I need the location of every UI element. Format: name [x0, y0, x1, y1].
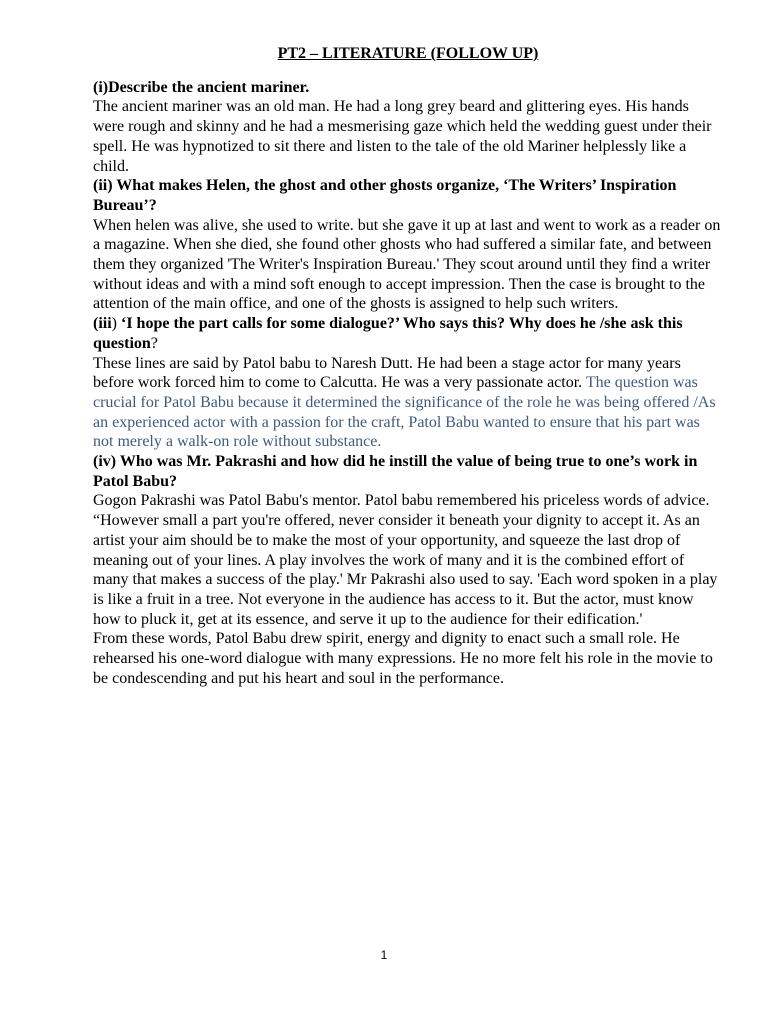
section-2 — [93, 176, 723, 314]
answer-4: Gogon Pakrashi was Patol Babu's mentor. Patol babu remembered his priceless words of advice. “However small a part you're offered, never consider it beneath your dignity to accept it. As an artist your aim should be to make the most of your opportunity, and squeeze the last drop of meaning out of your lines. A play involves the work of many and it is the combined effort of many that makes a success of the play.' Mr Pakrashi also used to say. 'Each word spoken in a play is like a fruit in a tree. Not everyone in the audience has access to it. But the actor, must know how to pluck it, get at its essence, and serve it up to the audience for their edification.' — [93, 492, 718, 628]
question-3 — [93, 314, 723, 353]
answer-3-highlight: The question was crucial for Patol Babu because it determined the significance of the role he was being offered /As an experienced actor with a passion for the craft, Patol Babu wanted to ensure that his part was not merely a walk-on role without substance. — [93, 374, 716, 451]
page-title: PT2 – LITERATURE (FOLLOW UP) — [277, 45, 539, 62]
answer-1: The ancient mariner was an old man. He had a long grey beard and glittering eyes. His hands were rough and skinny and he had a mesmerising gaze which held the wedding guest under their spell. He was hypnotized to sit there and listen to the tale of the old Mariner helplessly like a child. — [93, 98, 712, 175]
section-4 — [93, 452, 723, 688]
page-number: 1 — [380, 948, 388, 962]
document-page — [93, 44, 723, 689]
question-3-number: (iii — [93, 315, 112, 333]
question-1: (i)Describe the ancient mariner. — [93, 78, 310, 96]
question-4: (iv) Who was Mr. Pakrashi and how did he instill the value of being true to one’s work in Patol Babu? — [93, 453, 698, 490]
question-2: (ii) What makes Helen, the ghost and other ghosts organize, ‘The Writers’ Inspiration Bureau’? — [93, 177, 677, 214]
answer-3 — [93, 354, 723, 453]
question-3-text: ‘I hope the part calls for some dialogue?’ Who says this? Why does he /she ask this question — [93, 315, 683, 352]
section-3 — [93, 314, 723, 452]
answer-2: When helen was alive, she used to write. but she gave it up at last and went to work as a reader on a magazine. When she died, she found other ghosts who had suffered a similar fate, and between them they organized 'The Writer's Inspiration Bureau.' They scout around until they find a writer without ideas and with a mind soft enough to accept impression. Then the case is brought to the attention of the main office, and one of the ghosts is assigned to help such writers. — [93, 216, 721, 313]
question-3-mark: ? — [150, 334, 158, 352]
answer-4-continued: From these words, Patol Babu drew spirit, energy and dignity to enact such a small role. He rehearsed his one-word dialogue with many expressions. He no more felt his role in the movie to be condescending and put his heart and soul in the performance. — [93, 630, 713, 687]
answer-3-text: These lines are said by Patol babu to Naresh Dutt. He had been a stage actor for many years before work forced him to come to Calcutta. He was a very passionate actor. — [93, 354, 681, 392]
section-1 — [93, 78, 723, 177]
question-3-paren: ) — [111, 315, 121, 333]
